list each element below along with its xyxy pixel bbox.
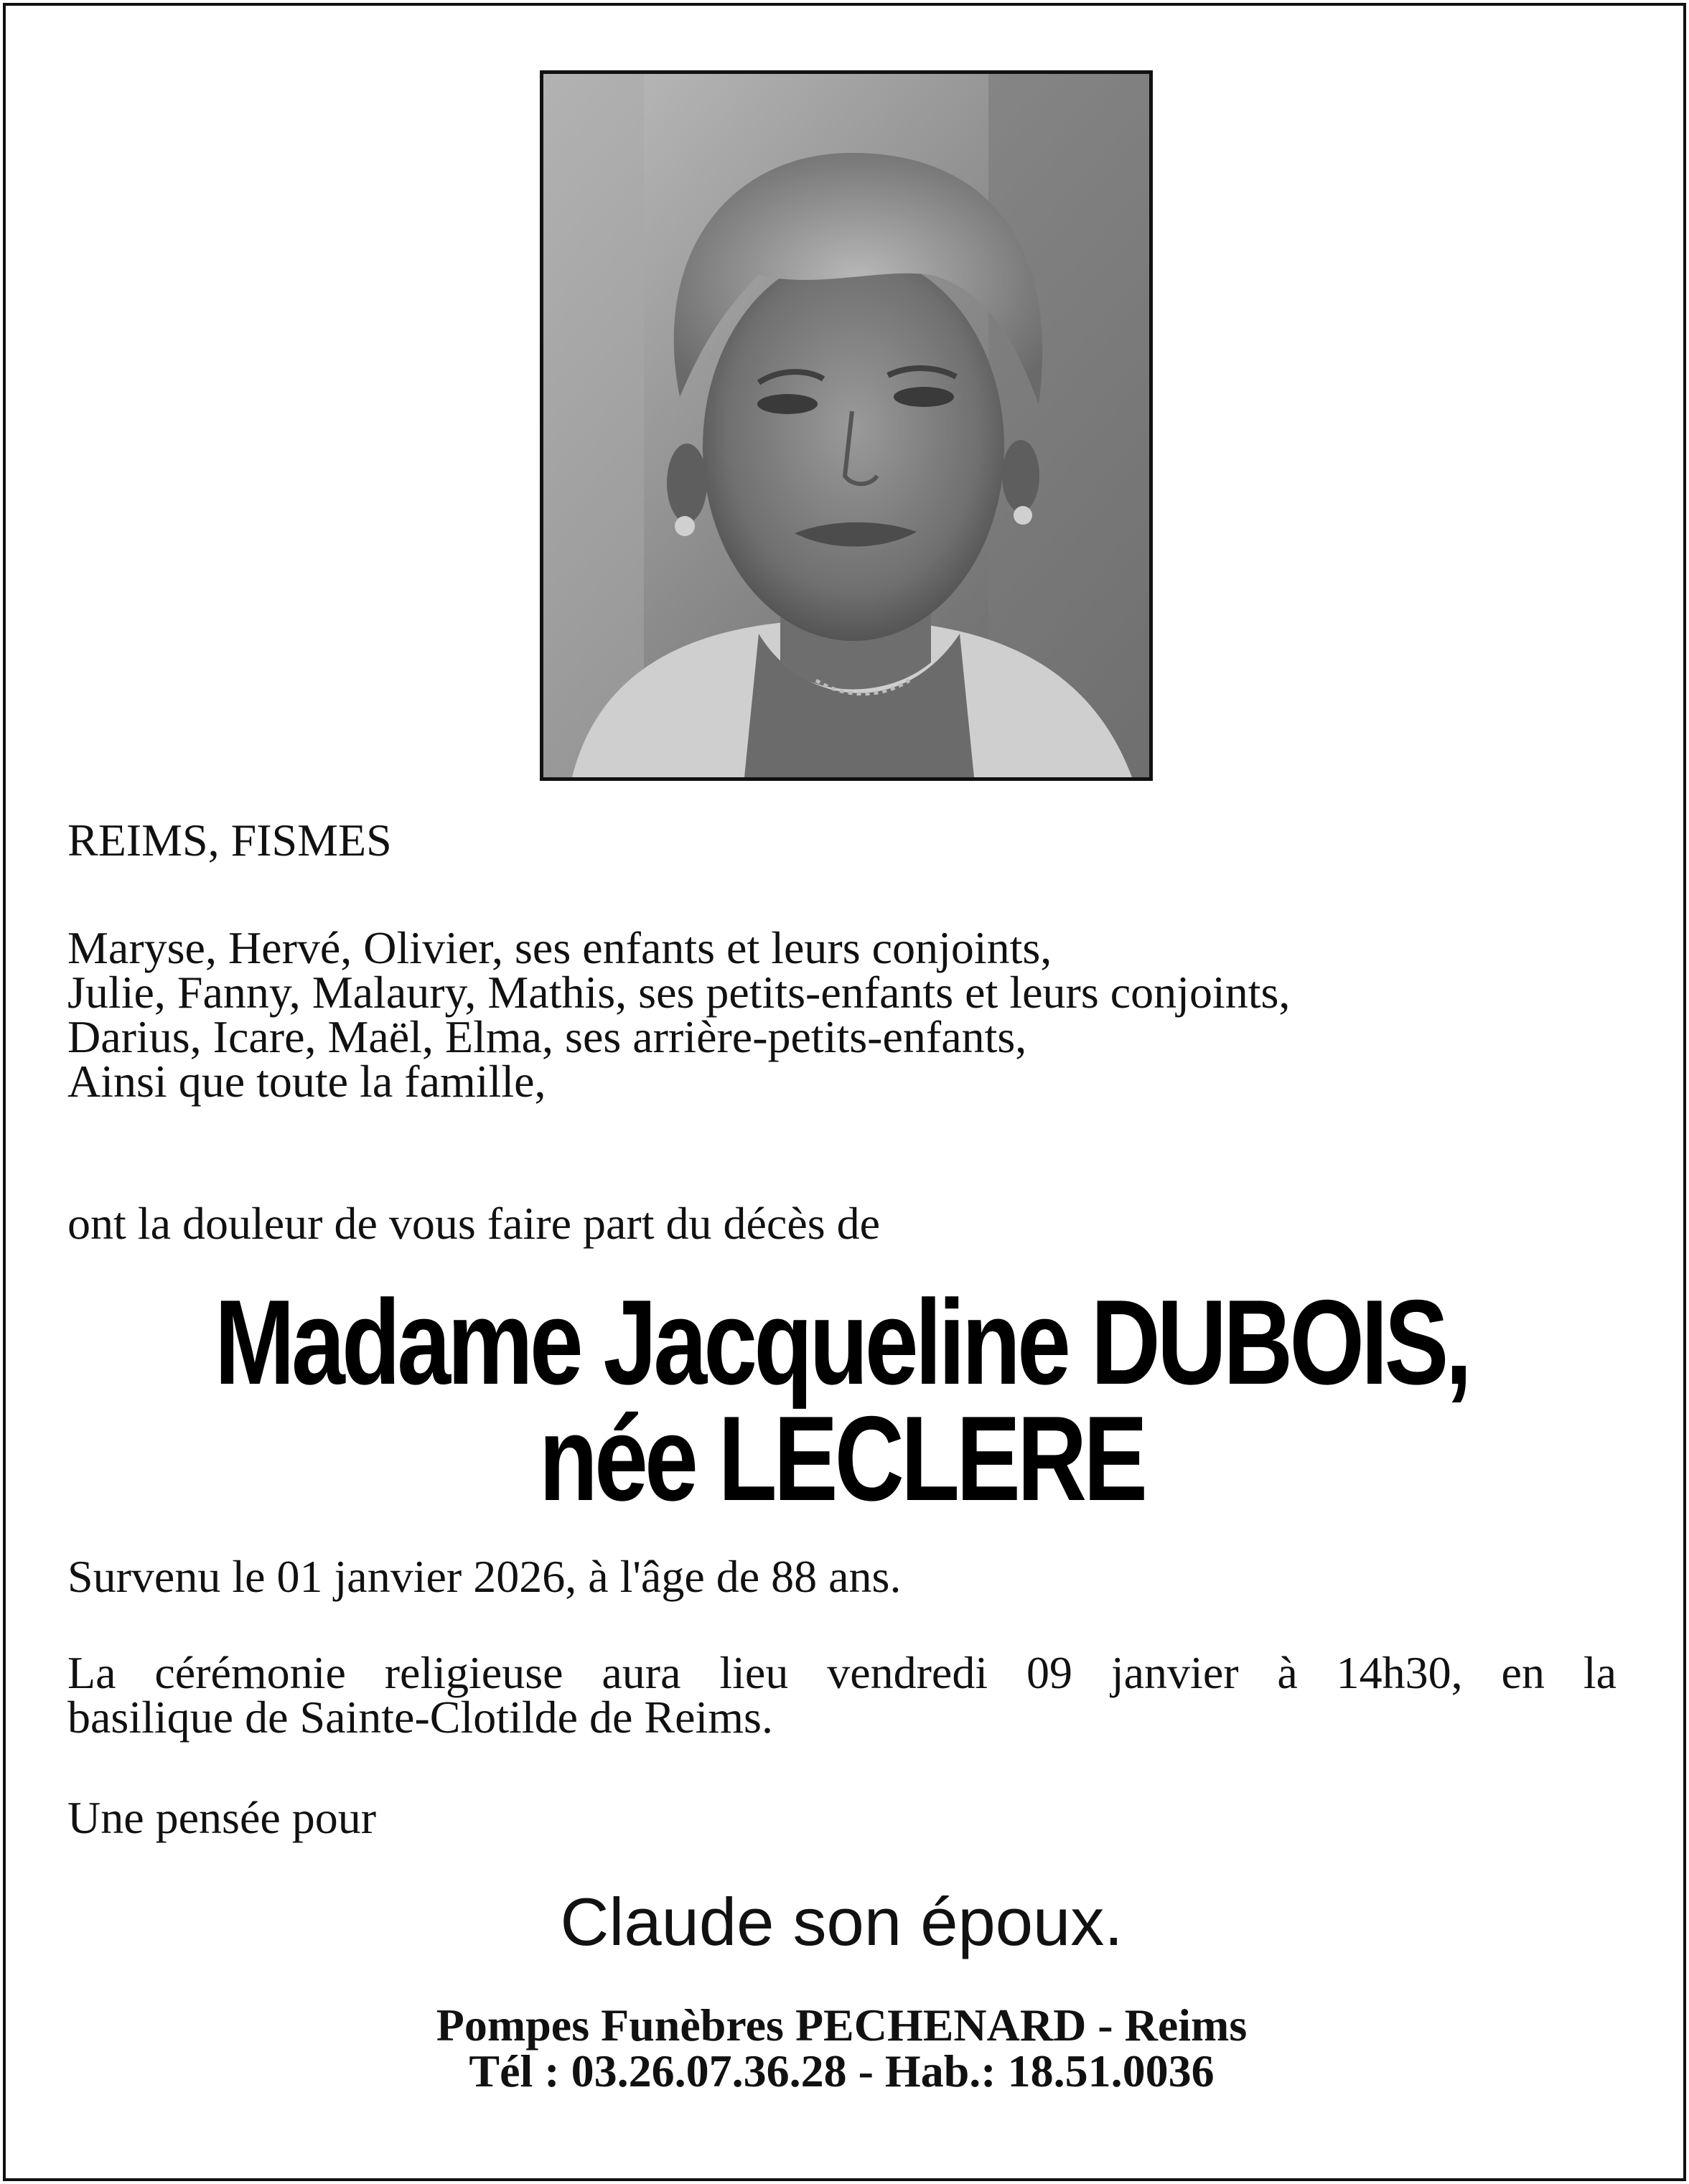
death-notice: Survenu le 01 janvier 2026, à l'âge de 88 ans.	[67, 1551, 902, 1602]
family-line: Maryse, Hervé, Olivier, ses enfants et leurs conjoints,	[67, 922, 1052, 973]
maiden-name-line: née LECLERE	[538, 1391, 1145, 1526]
ceremony-line: basilique de Sainte-Clotilde de Reims.	[67, 1692, 773, 1743]
locations: REIMS, FISMES	[67, 815, 392, 866]
thought-intro: Une pensée pour	[67, 1792, 377, 1843]
deceased-name	[0, 1275, 1683, 1526]
family-line: Julie, Fanny, Malaury, Mathis, ses petits-enfants et leurs conjoints,	[67, 967, 1291, 1018]
announcement: ont la douleur de vous faire part du décès de	[67, 1198, 881, 1249]
spouse-tribute: Claude son époux.	[560, 1884, 1123, 1959]
funeral-home-name: Pompes Funèbres PECHENARD - Reims	[436, 2000, 1248, 2051]
funeral-home	[0, 2002, 1683, 2094]
funeral-home-contact: Tél : 03.26.07.36.28 - Hab.: 18.51.0036	[469, 2045, 1215, 2096]
portrait-photo-icon	[543, 74, 1149, 777]
portrait-photo	[540, 70, 1153, 781]
deceased-name-line: Madame Jacqueline DUBOIS,	[214, 1275, 1469, 1410]
family-line: Ainsi que toute la famille,	[67, 1056, 546, 1107]
ceremony-info	[67, 1647, 1617, 1743]
ceremony-line: La cérémonie religieuse aura lieu vendredi 09 janvier à 14h30, en la	[67, 1647, 1617, 1698]
family-list	[67, 922, 1291, 1107]
family-line: Darius, Icare, Maël, Elma, ses arrière-petits-enfants,	[67, 1011, 1027, 1062]
